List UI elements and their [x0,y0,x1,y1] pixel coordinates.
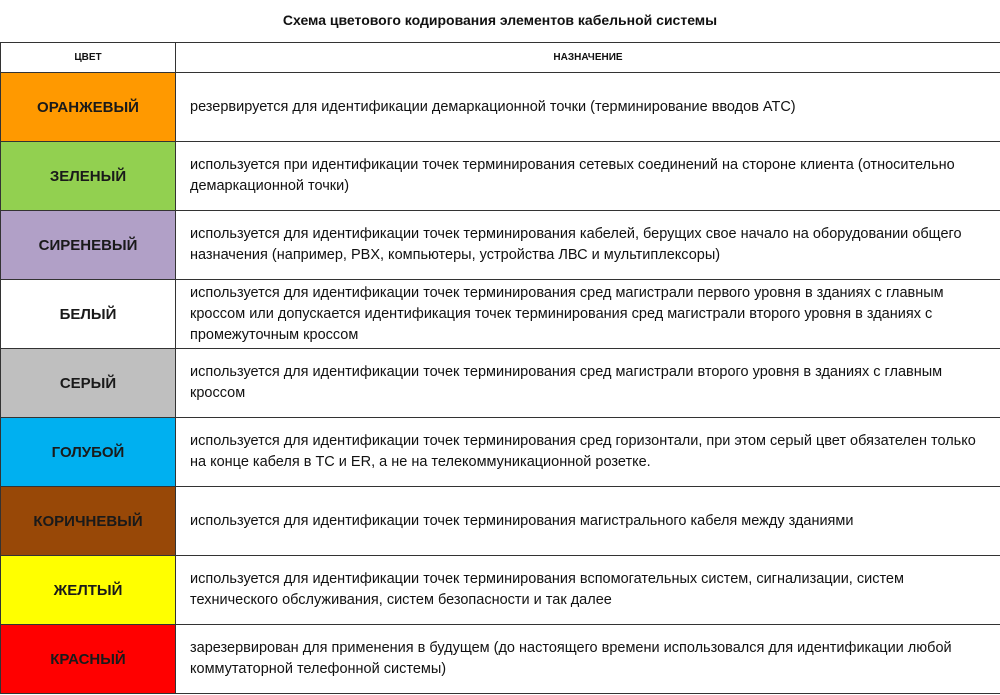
table-row [1,280,1000,349]
color-cell-blue: ГОЛУБОЙ [1,418,176,487]
table-row [1,73,1000,142]
purpose-cell: используется для идентификации точек терминирования сред магистрали второго уровня в зданиях с главным кроссом [176,349,1000,418]
color-cell-gray: СЕРЫЙ [1,349,176,418]
color-cell-white: БЕЛЫЙ [1,280,176,349]
color-cell-orange: ОРАНЖЕВЫЙ [1,73,176,142]
purpose-cell: используется при идентификации точек терминирования сетевых соединений на стороне клиента (относительно демаркационной точки) [176,142,1000,211]
purpose-cell: используется для идентификации точек терминирования вспомогательных систем, сигнализации, систем технического обслуживания, систем безопасности и так далее [176,556,1000,625]
purpose-cell: используется для идентификации точек терминирования сред горизонтали, при этом серый цвет обязателен только на конце кабеля в ТС и ER, а не на телекоммуникационной розетке. [176,418,1000,487]
purpose-cell: используется для идентификации точек терминирования магистрального кабеля между зданиями [176,487,1000,556]
purpose-cell: используется для идентификации точек терминирования сред магистрали первого уровня в зданиях с главным кроссом или допускается идентификация точек терминирования сред магистрали второго уровня в зданиях с промежуточным кроссом [176,280,1000,349]
color-cell-lilac: СИРЕНЕВЫЙ [1,211,176,280]
table-row [1,625,1000,694]
page-title: Схема цветового кодирования элементов кабельной системы [282,12,718,28]
table-row [1,556,1000,625]
table-header-row [1,43,1000,73]
purpose-cell: используется для идентификации точек терминирования кабелей, берущих свое начало на оборудовании общего назначения (например, PBX, компьютеры, устройства ЛВС и мультиплексоры) [176,211,1000,280]
color-cell-green: ЗЕЛЕНЫЙ [1,142,176,211]
purpose-cell: зарезервирован для применения в будущем (до настоящего времени использовался для идентификации любой коммутаторной телефонной системы) [176,625,1000,694]
color-cell-yellow: ЖЕЛТЫЙ [1,556,176,625]
table-row [1,142,1000,211]
color-coding-table [0,42,1000,694]
table-row [1,349,1000,418]
header-color: ЦВЕТ [1,43,176,73]
purpose-cell: резервируется для идентификации демаркационной точки (терминирование вводов АТС) [176,73,1000,142]
header-purpose: НАЗНАЧЕНИЕ [176,43,1000,73]
table-row [1,487,1000,556]
color-cell-brown: КОРИЧНЕВЫЙ [1,487,176,556]
table-row [1,211,1000,280]
table-row [1,418,1000,487]
color-cell-red: КРАСНЫЙ [1,625,176,694]
